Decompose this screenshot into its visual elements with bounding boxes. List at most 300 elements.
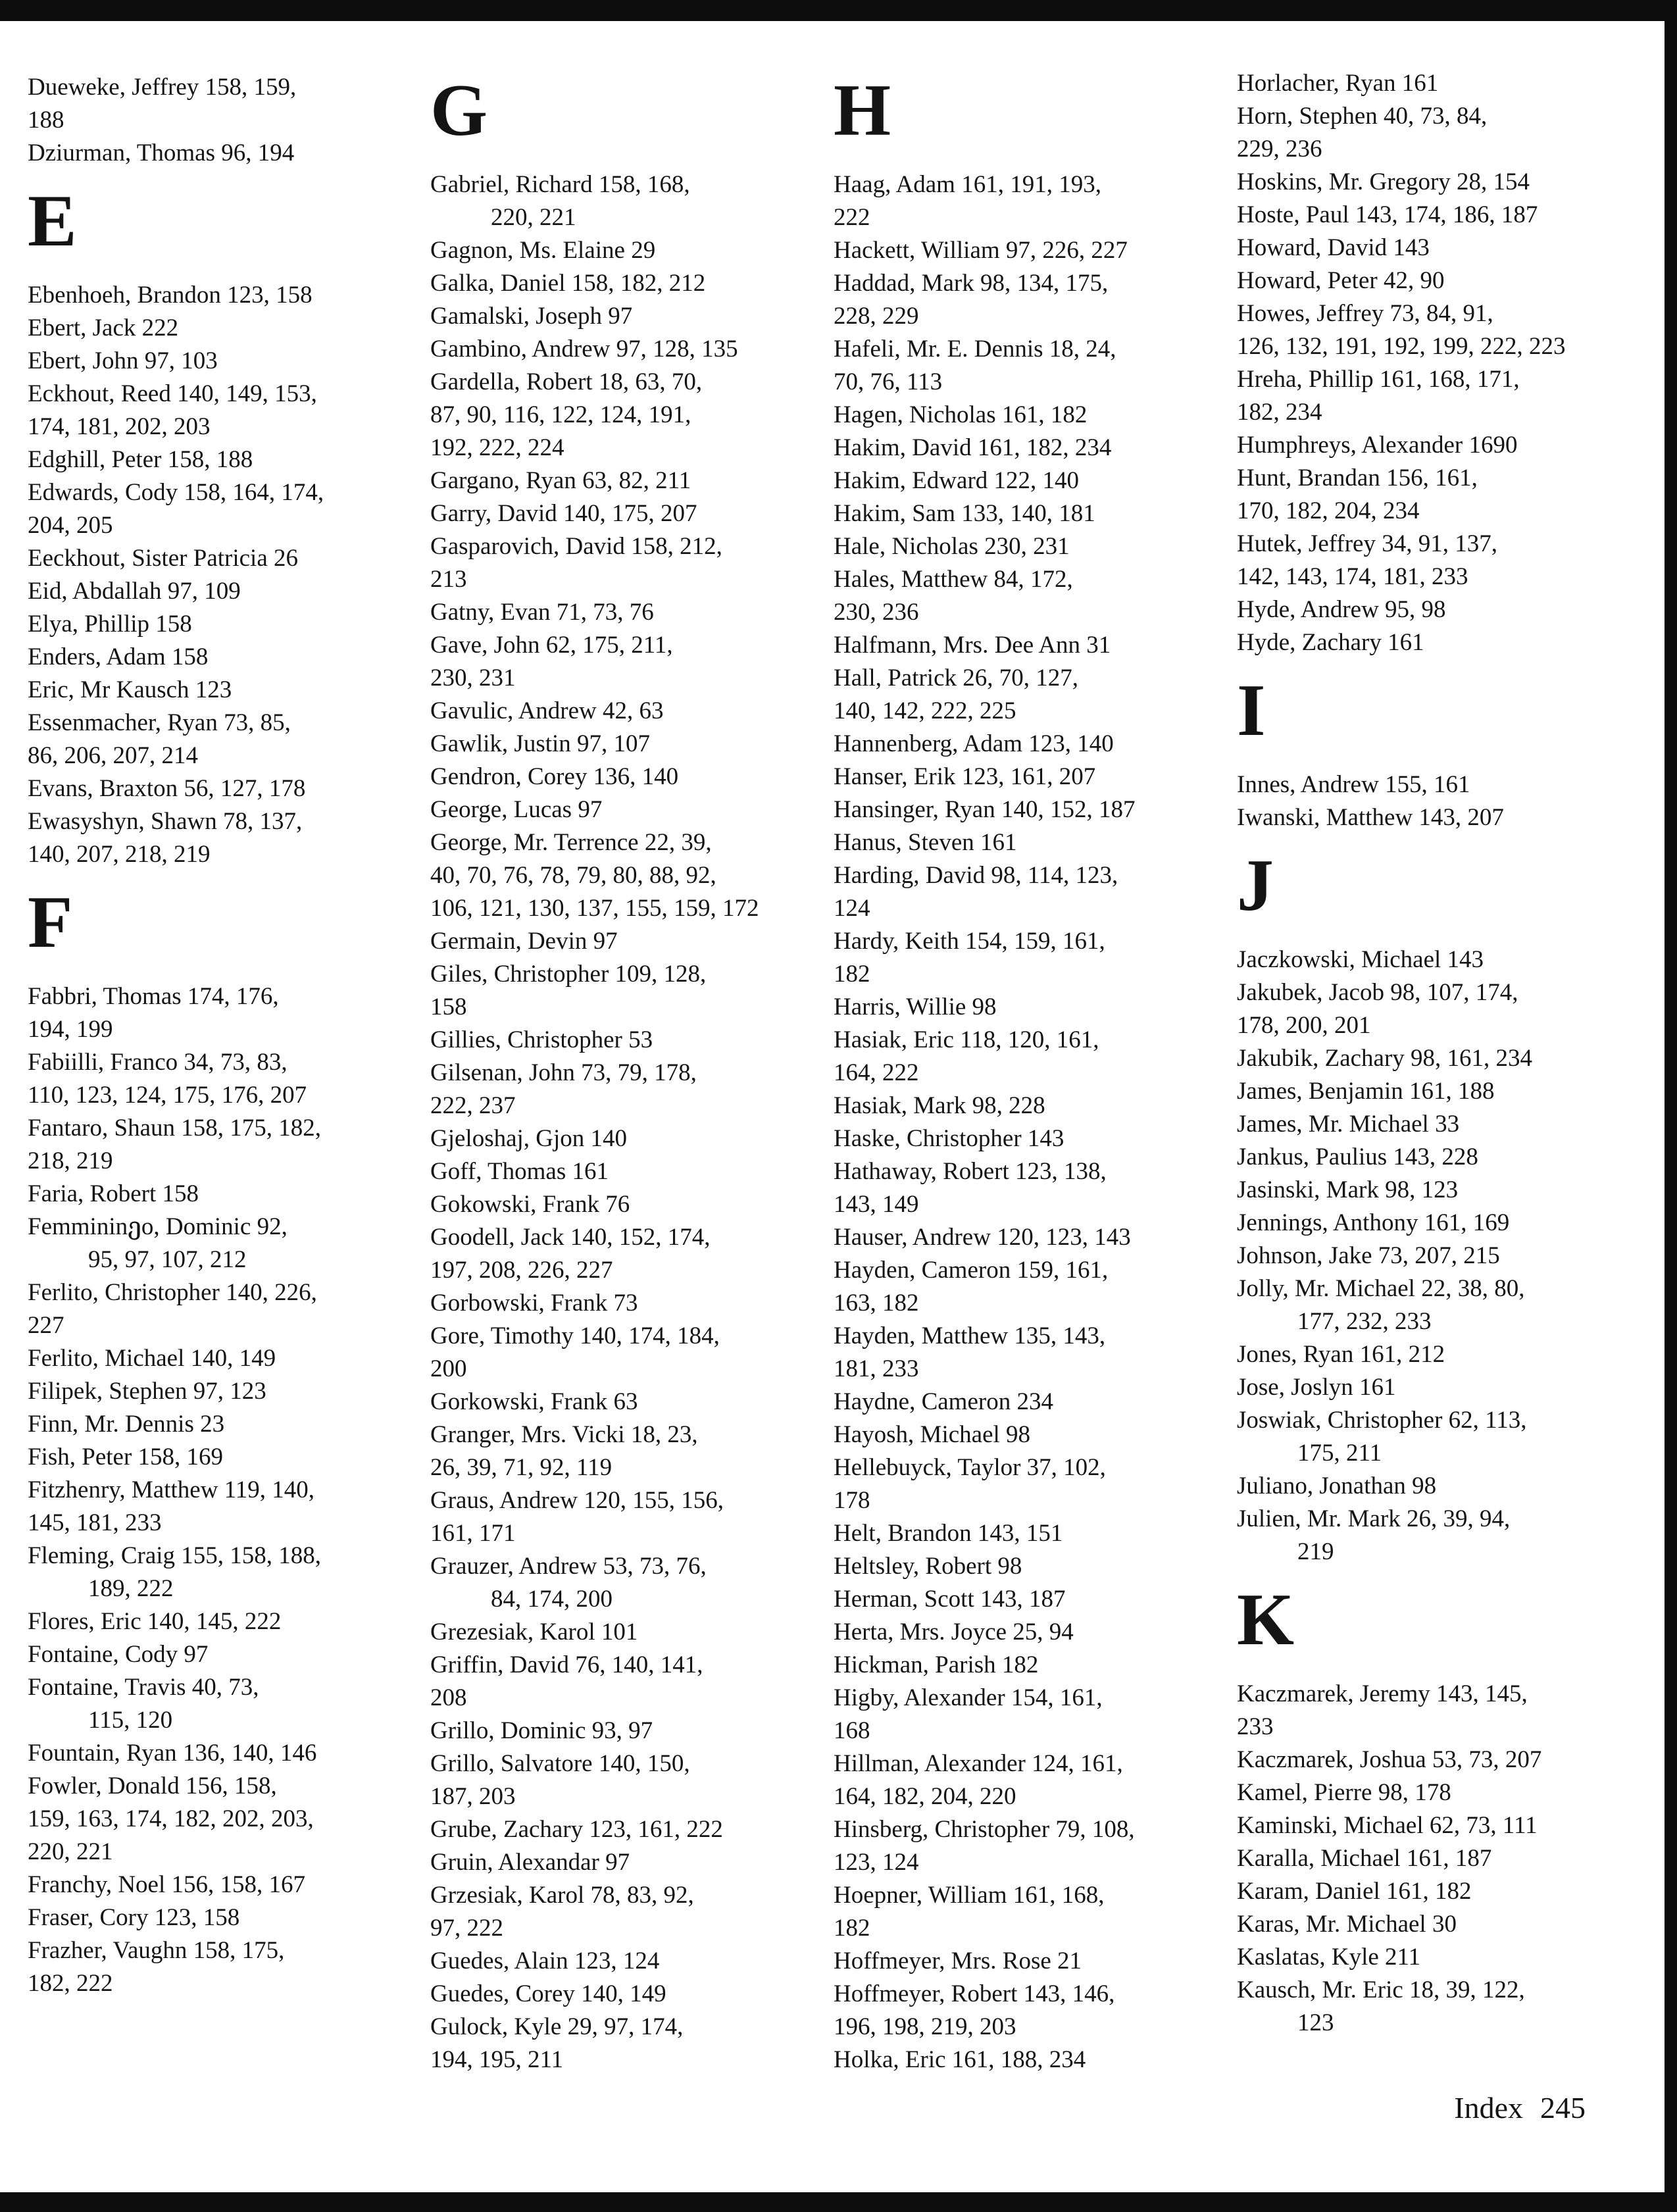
- entry-text: Kamel, Pierre 98, 178: [1237, 1779, 1451, 1806]
- index-entry: [430, 1320, 815, 1386]
- entry-text: Griffin, David 76, 140, 141,: [430, 1651, 703, 1678]
- entry-continuation: 196, 198, 219, 203: [834, 2013, 1016, 2040]
- entry-text: Franchy, Noel 156, 158, 167: [28, 1871, 306, 1898]
- index-entry: [1237, 1776, 1632, 1809]
- entry-continuation: 187, 203: [430, 1783, 516, 1810]
- index-entry: [1237, 593, 1632, 626]
- index-entry: [834, 793, 1218, 826]
- index-entry: [430, 1550, 815, 1616]
- index-entry: [430, 629, 815, 695]
- index-entry: [28, 1638, 396, 1671]
- entry-text: Ebert, Jack 222: [28, 314, 179, 341]
- index-entry: [834, 563, 1218, 629]
- entry-text: Haske, Christopher 143: [834, 1125, 1064, 1152]
- index-entry: [1237, 943, 1632, 976]
- entry-text: Hanser, Erik 123, 161, 207: [834, 763, 1096, 790]
- index-entry: [28, 1836, 396, 1869]
- page-footer: [1454, 2088, 1586, 2128]
- index-entry: [834, 234, 1218, 267]
- index-entry: [28, 1441, 396, 1474]
- entry-continuation: 115, 120: [88, 1707, 173, 1734]
- entry-text: Juliano, Jonathan 98: [1237, 1472, 1437, 1499]
- index-entry: [834, 991, 1218, 1024]
- index-entry: [430, 1879, 815, 1945]
- index-entry: [430, 1122, 815, 1155]
- entry-text: Fantaro, Shaun 158, 175, 182,: [28, 1115, 322, 1142]
- index-entry: [430, 826, 815, 892]
- index-entry: [28, 772, 396, 805]
- entry-text: Helt, Brandon 143, 151: [834, 1520, 1063, 1547]
- entry-text: Eid, Abdallah 97, 109: [28, 578, 241, 605]
- index-entry: [430, 1945, 815, 1978]
- entry-continuation: 123: [1297, 2009, 1334, 2036]
- entry-text: Grezesiak, Karol 101: [430, 1619, 638, 1646]
- index-entry: [430, 892, 815, 925]
- entry-continuation: 95, 97, 107, 212: [88, 1246, 247, 1273]
- index-entry: [28, 542, 396, 575]
- entry-text: Hinsberg, Christopher 79, 108,: [834, 1816, 1135, 1843]
- entry-continuation: 87, 90, 116, 122, 124, 191,: [430, 401, 691, 428]
- entry-continuation: 163, 182: [834, 1290, 919, 1317]
- index-entry: [28, 1046, 396, 1112]
- section-letter: F: [28, 882, 73, 963]
- index-entry: [1237, 1908, 1632, 1941]
- index-entry: [28, 378, 396, 443]
- entry-text: Fraser, Cory 123, 158: [28, 1904, 240, 1931]
- entry-continuation: 194, 199: [28, 1016, 113, 1043]
- index-entry: [28, 1474, 396, 1540]
- entry-text: Gabriel, Richard 158, 168,: [430, 171, 690, 198]
- index-entry: [834, 1155, 1218, 1221]
- index-entry: [28, 1112, 396, 1178]
- index-entry: [430, 596, 815, 629]
- entry-text: Iwanski, Matthew 143, 207: [1237, 804, 1504, 831]
- index-entry: [1237, 1338, 1632, 1371]
- entry-text: Halfmann, Mrs. Dee Ann 31: [834, 632, 1111, 659]
- entry-text: Herman, Scott 143, 187: [834, 1586, 1066, 1613]
- index-entry: [834, 1090, 1218, 1122]
- index-entry: [834, 662, 1218, 728]
- entry-text: George, Lucas 97: [430, 796, 603, 823]
- entry-text: Gendron, Corey 136, 140: [430, 763, 679, 790]
- entry-text: Holka, Eric 161, 188, 234: [834, 2046, 1086, 2073]
- entry-text: Grillo, Salvatore 140, 150,: [430, 1750, 690, 1777]
- index-entry: [28, 345, 396, 378]
- index-entry: [1237, 1174, 1632, 1207]
- entry-text: Dueweke, Jeffrey 158, 159,: [28, 74, 297, 101]
- entry-text: Hunt, Brandan 156, 161,: [1237, 465, 1478, 491]
- entry-text: Hagen, Nicholas 161, 182: [834, 401, 1088, 428]
- entry-text: Hannenberg, Adam 123, 140: [834, 730, 1114, 757]
- index-entry: [1237, 1075, 1632, 1108]
- entry-continuation: 213: [430, 566, 467, 593]
- entry-text: Hafeli, Mr. E. Dennis 18, 24,: [834, 336, 1116, 363]
- entry-text: Hanus, Steven 161: [834, 829, 1017, 856]
- index-entry: [834, 629, 1218, 662]
- entry-text: Howes, Jeffrey 73, 84, 91,: [1237, 300, 1493, 327]
- index-entry: [834, 1747, 1218, 1813]
- entry-text: Gore, Timothy 140, 174, 184,: [430, 1322, 720, 1349]
- index-entry: [834, 267, 1218, 333]
- index-entry: [834, 1320, 1218, 1386]
- index-entry: [834, 1879, 1218, 1945]
- entry-text: Gilsenan, John 73, 79, 178,: [430, 1059, 697, 1086]
- index-entry: [430, 1057, 815, 1122]
- index-entry: [430, 1813, 815, 1846]
- entry-text: Edghill, Peter 158, 188: [28, 446, 253, 473]
- entry-text: Grillo, Dominic 93, 97: [430, 1717, 653, 1744]
- entry-text: Hall, Patrick 26, 70, 127,: [834, 665, 1079, 691]
- entry-text: Gasparovich, David 158, 212,: [430, 533, 722, 560]
- entry-text: Hackett, William 97, 226, 227: [834, 237, 1128, 264]
- entry-text: Grzesiak, Karol 78, 83, 92,: [430, 1882, 694, 1909]
- entry-text: Gokowski, Frank 76: [430, 1191, 630, 1218]
- entry-text: Fitzhenry, Matthew 119, 140,: [28, 1476, 315, 1503]
- index-entry: [1237, 264, 1632, 297]
- index-entry: [1237, 199, 1632, 232]
- entry-text: Johnson, Jake 73, 207, 215: [1237, 1242, 1500, 1269]
- index-entry: [28, 1770, 396, 1836]
- index-entry: [1237, 1941, 1632, 1974]
- entry-text: Jaczkowski, Michael 143: [1237, 946, 1484, 973]
- entry-text: 192, 222, 224: [430, 434, 564, 461]
- entry-text: Gillies, Christopher 53: [430, 1026, 653, 1053]
- entry-text: Fowler, Donald 156, 158,: [28, 1772, 277, 1799]
- entry-text: Gjeloshaj, Gjon 140: [430, 1125, 628, 1152]
- entry-text: Filipek, Stephen 97, 123: [28, 1378, 266, 1405]
- index-entry: [28, 575, 396, 608]
- entry-text: Hardy, Keith 154, 159, 161,: [834, 928, 1105, 955]
- index-entry: [1237, 1875, 1632, 1908]
- entry-text: Finn, Mr. Dennis 23: [28, 1411, 225, 1438]
- index-entry: [430, 695, 815, 728]
- index-entry: [28, 1869, 396, 1901]
- index-entry: [1237, 363, 1632, 429]
- entry-continuation: 86, 206, 207, 214: [28, 742, 198, 769]
- entry-text: Elya, Phillip 158: [28, 611, 192, 638]
- entry-text: Hansinger, Ryan 140, 152, 187: [834, 796, 1136, 823]
- index-entry: [1237, 1207, 1632, 1240]
- entry-continuation: 70, 76, 113: [834, 368, 943, 395]
- index-entry: [430, 497, 815, 530]
- entry-text: Flores, Eric 140, 145, 222: [28, 1608, 282, 1635]
- entry-text: Gorkowski, Frank 63: [430, 1388, 638, 1415]
- entry-continuation: 164, 222: [834, 1059, 919, 1086]
- entry-text: Hoste, Paul 143, 174, 186, 187: [1237, 201, 1538, 228]
- entry-text: Hakim, Sam 133, 140, 181: [834, 500, 1095, 527]
- index-entry: [1237, 67, 1632, 100]
- index-entry: [430, 1715, 815, 1747]
- entry-text: Fountain, Ryan 136, 140, 146: [28, 1740, 317, 1767]
- entry-continuation: 219: [1297, 1538, 1334, 1565]
- index-entry: [834, 333, 1218, 399]
- index-entry: [1237, 801, 1632, 834]
- entry-continuation: 218, 219: [28, 1147, 113, 1174]
- entry-continuation: 140, 142, 222, 225: [834, 697, 1016, 724]
- index-entry: [834, 1122, 1218, 1155]
- entry-text: Eric, Mr Kausch 123: [28, 676, 232, 703]
- entry-text: Garry, David 140, 175, 207: [430, 500, 697, 527]
- entry-text: Eckhout, Reed 140, 149, 153,: [28, 380, 317, 407]
- index-entry: [28, 805, 396, 871]
- index-entry: [834, 761, 1218, 793]
- entry-text: Jakubik, Zachary 98, 161, 234: [1237, 1045, 1533, 1072]
- index-entry: [1237, 166, 1632, 199]
- entry-continuation: 222: [834, 204, 870, 231]
- entry-continuation: 182, 222: [28, 1970, 113, 1997]
- entry-text: Kaczmarek, Joshua 53, 73, 207: [1237, 1746, 1542, 1773]
- index-column-4: [1237, 67, 1632, 2040]
- entry-text: 220, 221: [28, 1838, 113, 1865]
- entry-text: Harris, Willie 98: [834, 993, 997, 1020]
- entry-text: Granger, Mrs. Vicki 18, 23,: [430, 1421, 698, 1448]
- index-entry: [1237, 1470, 1632, 1503]
- index-entry: [28, 137, 396, 170]
- index-entry: [430, 1484, 815, 1550]
- index-entry: [430, 1419, 815, 1484]
- entry-continuation: 194, 195, 211: [430, 2046, 564, 2073]
- entry-text: Graus, Andrew 120, 155, 156,: [430, 1487, 724, 1514]
- index-entry: [430, 267, 815, 300]
- entry-text: Grube, Zachary 123, 161, 222: [430, 1816, 723, 1843]
- index-entry: [834, 826, 1218, 859]
- entry-text: James, Mr. Michael 33: [1237, 1111, 1460, 1138]
- index-entry: [28, 674, 396, 707]
- index-entry: [1237, 1678, 1632, 1744]
- entry-continuation: 197, 208, 226, 227: [430, 1257, 613, 1284]
- index-entry: [28, 1276, 396, 1342]
- index-entry: [28, 279, 396, 312]
- index-entry: [1237, 1141, 1632, 1174]
- entry-text: Fontaine, Travis 40, 73,: [28, 1674, 259, 1701]
- entry-text: Fish, Peter 158, 169: [28, 1444, 224, 1470]
- entry-text: Howard, Peter 42, 90: [1237, 267, 1445, 294]
- index-entry: [430, 1747, 815, 1813]
- index-entry: [1237, 1042, 1632, 1075]
- entry-text: Jakubek, Jacob 98, 107, 174,: [1237, 979, 1518, 1006]
- entry-text: Gruin, Alexandar 97: [430, 1849, 630, 1876]
- entry-continuation: 164, 182, 204, 220: [834, 1783, 1016, 1810]
- entry-text: Ewasyshyn, Shawn 78, 137,: [28, 808, 303, 835]
- index-entry: [430, 465, 815, 497]
- index-entry: [1237, 100, 1632, 166]
- entry-text: Jones, Ryan 161, 212: [1237, 1341, 1445, 1368]
- index-entry: [28, 1737, 396, 1770]
- entry-text: Essenmacher, Ryan 73, 85,: [28, 709, 291, 736]
- entry-text: Gatny, Evan 71, 73, 76: [430, 599, 654, 626]
- index-entry: [430, 2011, 815, 2076]
- entry-continuation: 142, 143, 174, 181, 233: [1237, 563, 1468, 590]
- entry-text: Kaslatas, Kyle 211: [1237, 1944, 1421, 1971]
- entry-text: Haag, Adam 161, 191, 193,: [834, 171, 1101, 198]
- index-entry: [834, 497, 1218, 530]
- entry-text: Goodell, Jack 140, 152, 174,: [430, 1224, 711, 1251]
- index-entry: [1237, 232, 1632, 264]
- entry-text: Enders, Adam 158: [28, 643, 209, 670]
- entry-text: Gave, John 62, 175, 211,: [430, 632, 673, 659]
- entry-text: Femmininეo, Dominic 92,: [28, 1213, 288, 1240]
- index-entry: [430, 168, 815, 234]
- index-entry: [1237, 1744, 1632, 1776]
- index-entry: [1237, 1404, 1632, 1470]
- index-entry: [28, 1408, 396, 1441]
- index-entry: [834, 1813, 1218, 1879]
- index-entry: [28, 1605, 396, 1638]
- entry-text: Haddad, Mark 98, 134, 175,: [834, 270, 1109, 297]
- index-entry: [430, 1188, 815, 1221]
- entry-text: Gambino, Andrew 97, 128, 135: [430, 336, 738, 363]
- entry-text: Jose, Joslyn 161: [1237, 1374, 1396, 1401]
- index-entry: [1237, 1842, 1632, 1875]
- entry-text: Hale, Nicholas 230, 231: [834, 533, 1070, 560]
- index-entry: [430, 530, 815, 596]
- index-entry: [430, 1386, 815, 1419]
- index-entry: [1237, 1503, 1632, 1569]
- entry-continuation: 26, 39, 71, 92, 119: [430, 1454, 613, 1481]
- entry-text: Higby, Alexander 154, 161,: [834, 1684, 1103, 1711]
- entry-text: Heltsley, Robert 98: [834, 1553, 1022, 1580]
- entry-text: Karam, Daniel 161, 182: [1237, 1878, 1472, 1905]
- index-entry: [430, 366, 815, 432]
- entry-text: Hyde, Andrew 95, 98: [1237, 596, 1446, 623]
- entry-continuation: 123, 124: [834, 1849, 919, 1876]
- section-letter: K: [1237, 1579, 1295, 1661]
- index-entry: [28, 1375, 396, 1408]
- index-entry: [1237, 528, 1632, 593]
- index-entry: [834, 1386, 1218, 1419]
- index-entry: [1237, 1809, 1632, 1842]
- entry-continuation: 230, 236: [834, 599, 919, 626]
- index-entry: [1237, 1272, 1632, 1338]
- index-entry: [430, 432, 815, 465]
- entry-continuation: 178, 200, 201: [1237, 1012, 1371, 1039]
- index-column-1: [28, 71, 396, 2000]
- section-letter: I: [1237, 670, 1266, 751]
- entry-text: Hyde, Zachary 161: [1237, 629, 1424, 656]
- entry-text: Jasinski, Mark 98, 123: [1237, 1176, 1459, 1203]
- entry-text: Ebenhoeh, Brandon 123, 158: [28, 282, 313, 309]
- entry-continuation: 178: [834, 1487, 870, 1514]
- entry-text: Hellebuyck, Taylor 37, 102,: [834, 1454, 1106, 1481]
- entry-text: Howard, David 143: [1237, 234, 1430, 261]
- entry-continuation: 229, 236: [1237, 136, 1322, 163]
- index-entry: [28, 1540, 396, 1605]
- index-entry: [430, 958, 815, 1024]
- index-entry: [834, 1945, 1218, 1978]
- entry-continuation: 181, 233: [834, 1355, 919, 1382]
- section-letter: H: [834, 70, 891, 151]
- entry-continuation: 177, 232, 233: [1297, 1308, 1432, 1335]
- entry-text: Evans, Braxton 56, 127, 178: [28, 775, 306, 802]
- index-entry: [28, 1901, 396, 1934]
- entry-continuation: 40, 70, 76, 78, 79, 80, 88, 92,: [430, 862, 716, 889]
- entry-text: Faria, Robert 158: [28, 1180, 199, 1207]
- entry-continuation: 227: [28, 1312, 64, 1339]
- entry-text: Hakim, Edward 122, 140: [834, 467, 1080, 494]
- section-letter: E: [28, 180, 77, 262]
- entry-continuation: 159, 163, 174, 182, 202, 203,: [28, 1805, 314, 1832]
- index-entry: [28, 1671, 396, 1737]
- index-entry: [834, 728, 1218, 761]
- index-entry: [834, 432, 1218, 465]
- entry-continuation: 228, 229: [834, 303, 919, 330]
- index-entry: [834, 859, 1218, 925]
- entry-text: Fabiilli, Franco 34, 73, 83,: [28, 1049, 288, 1076]
- entry-text: Eeckhout, Sister Patricia 26: [28, 545, 299, 572]
- entry-text: Jennings, Anthony 161, 169: [1237, 1209, 1510, 1236]
- index-entry: [430, 234, 815, 267]
- index-entry: [430, 925, 815, 958]
- entry-continuation: 168: [834, 1717, 870, 1744]
- entry-continuation: 182: [834, 961, 870, 988]
- entry-continuation: 182, 234: [1237, 399, 1322, 426]
- entry-text: 106, 121, 130, 137, 155, 159, 172: [430, 895, 759, 922]
- entry-continuation: 110, 123, 124, 175, 176, 207: [28, 1082, 307, 1109]
- index-entry: [430, 1846, 815, 1879]
- entry-continuation: 175, 211: [1297, 1440, 1382, 1467]
- entry-continuation: 158: [430, 993, 467, 1020]
- index-entry: [834, 168, 1218, 234]
- entry-text: Hoepner, William 161, 168,: [834, 1882, 1105, 1909]
- entry-text: Hathaway, Robert 123, 138,: [834, 1158, 1107, 1185]
- entry-text: Karas, Mr. Michael 30: [1237, 1911, 1457, 1938]
- entry-text: Gardella, Robert 18, 63, 70,: [430, 368, 703, 395]
- entry-text: Gagnon, Ms. Elaine 29: [430, 237, 656, 264]
- entry-text: Humphreys, Alexander 1690: [1237, 432, 1518, 459]
- entry-text: Hayosh, Michael 98: [834, 1421, 1031, 1448]
- index-entry: [834, 1024, 1218, 1090]
- entry-text: Ferlito, Christopher 140, 226,: [28, 1279, 317, 1306]
- index-column-3: [834, 71, 1218, 2076]
- entry-text: Edwards, Cody 158, 164, 174,: [28, 479, 324, 506]
- entry-continuation: 208: [430, 1684, 467, 1711]
- entry-continuation: 97, 222: [430, 1915, 503, 1942]
- entry-continuation: 189, 222: [88, 1575, 174, 1602]
- index-entry: [430, 300, 815, 333]
- entry-text: Galka, Daniel 158, 182, 212: [430, 270, 706, 297]
- entry-text: Hreha, Phillip 161, 168, 171,: [1237, 366, 1520, 393]
- entry-text: Horlacher, Ryan 161: [1237, 70, 1439, 97]
- entry-continuation: 188: [28, 107, 64, 134]
- entry-text: Hoskins, Mr. Gregory 28, 154: [1237, 168, 1530, 195]
- entry-text: Hoffmeyer, Mrs. Rose 21: [834, 1948, 1082, 1974]
- entry-continuation: 84, 174, 200: [491, 1586, 613, 1613]
- index-entry: [28, 980, 396, 1046]
- index-entry: [834, 1419, 1218, 1451]
- index-entry: [430, 1649, 815, 1715]
- index-entry: [430, 1287, 815, 1320]
- entry-text: Kaminski, Michael 62, 73, 111: [1237, 1812, 1538, 1839]
- index-entry: [834, 1649, 1218, 1682]
- index-entry: [430, 1221, 815, 1287]
- index-entry: [28, 312, 396, 345]
- entry-text: Ebert, John 97, 103: [28, 347, 218, 374]
- index-entry: [834, 1451, 1218, 1517]
- index-entry: [28, 1178, 396, 1211]
- index-entry: [28, 1342, 396, 1375]
- entry-text: Hales, Matthew 84, 172,: [834, 566, 1073, 593]
- index-entry: [1237, 1371, 1632, 1404]
- entry-continuation: 233: [1237, 1713, 1274, 1740]
- entry-text: Karalla, Michael 161, 187: [1237, 1845, 1492, 1872]
- entry-text: Julien, Mr. Mark 26, 39, 94,: [1237, 1505, 1511, 1532]
- index-entry: [28, 476, 396, 542]
- index-entry: [430, 728, 815, 761]
- index-entry: [834, 530, 1218, 563]
- entry-text: Innes, Andrew 155, 161: [1237, 771, 1470, 798]
- index-entry: [28, 71, 396, 137]
- index-entry: [430, 1978, 815, 2011]
